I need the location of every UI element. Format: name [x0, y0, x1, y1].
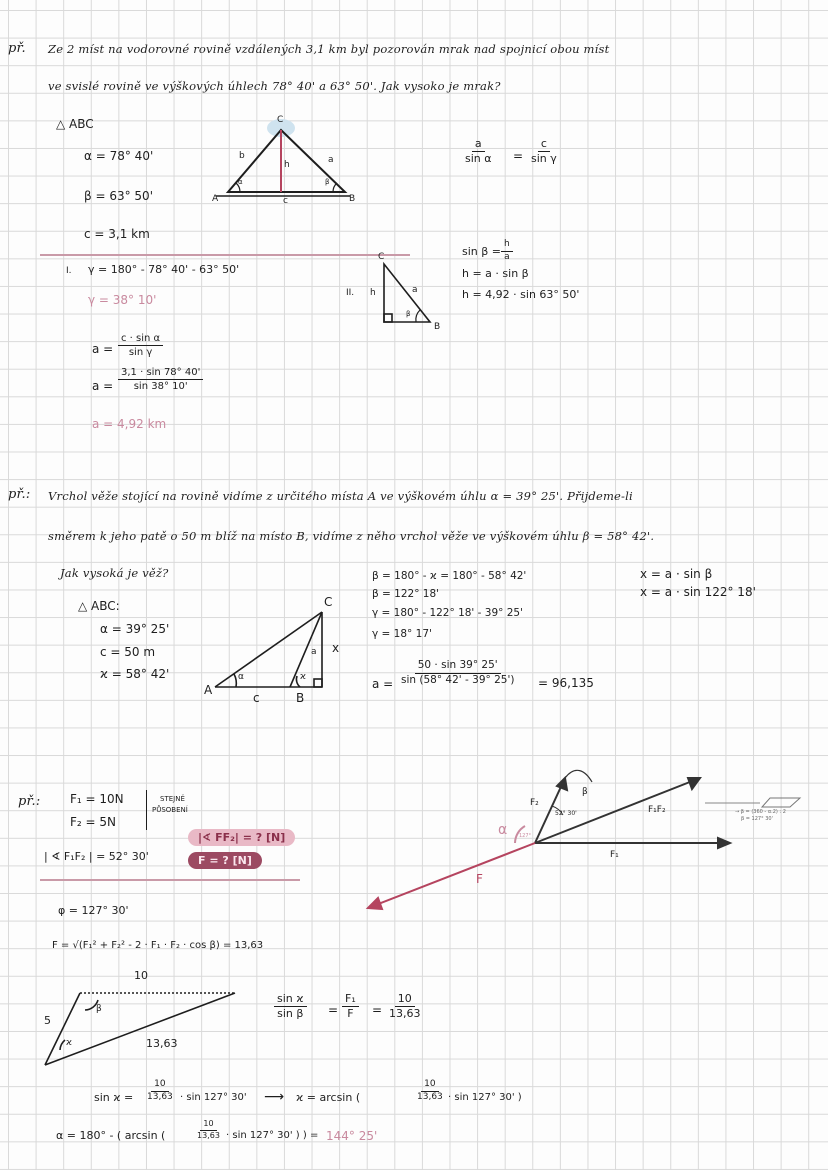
p3-tri-5: 5 [44, 1014, 51, 1027]
p2-a-lhs: a = [372, 677, 394, 691]
p1-t2-h: h [370, 288, 376, 298]
p2-vertex-b: B [296, 691, 305, 705]
p1-text-line2: ve svislé rovině ve výškových úhlech 78° 40' a 63° 50'. Jak vysoko je mrak? [48, 79, 501, 93]
p3-alpha-final-num: 10 [200, 1120, 216, 1131]
p3-sinx-arrow: ⟶ [264, 1089, 285, 1105]
p3-alpha-final-lhs: α = 180° - ( arcsin ( [56, 1129, 166, 1142]
p1-h-formula: h = a · sin β [462, 267, 529, 280]
p1-gamma-result [88, 294, 156, 308]
p1-sin-beta-frac [501, 240, 513, 263]
p1-sine-law-lhs [462, 138, 495, 165]
p3-tri-1363: 13,63 [146, 1037, 178, 1050]
p2-vertex-a: A [204, 683, 213, 697]
p1-sine-law-rhs [528, 138, 560, 165]
p3-vec-small: 127° [519, 833, 532, 839]
p3-angle: | ∢ F₁F₂ | = 52° 30' [44, 850, 149, 863]
p3-sinx-rest: · sin 127° 30' [180, 1092, 247, 1103]
p1-a-formula-lhs: a = [92, 342, 114, 356]
p3-vec-f1f2: F₁F₂ [648, 805, 666, 815]
p1-vertex-b: B [349, 194, 356, 204]
p1-vertex-a: A [212, 194, 219, 204]
p2-a-result: = 96,135 [538, 676, 594, 690]
p2-x-subst: x = a · sin 122° 18' [640, 585, 756, 599]
p1-a-formula-den: sin γ [128, 347, 153, 358]
p3-sinx-rfrac [414, 1080, 446, 1103]
p2-a-den: sin (58° 42' - 39° 25') [401, 673, 515, 686]
p3-sinx-lhs: sin ϰ = [94, 1091, 134, 1104]
p2-triangle-name: △ ABC: [78, 599, 120, 613]
p1-h-subst: h = 4,92 · sin 63° 50' [462, 288, 580, 301]
p3-tri-beta: β [96, 1004, 102, 1014]
p3-sinx-den: 13,63 [147, 1091, 173, 1102]
p1-sine-law-rhs-num: c [538, 138, 550, 152]
p3-triangle [45, 993, 235, 1065]
p1-sine-law-eq: = [513, 149, 524, 163]
p3-alpha-final-den: 13,63 [197, 1130, 220, 1140]
p2-angle-alpha: α [238, 672, 244, 682]
p3-f-formula: F = √(F₁² + F₂² - 2 · F₁ · F₂ · cos β) = 13,63 [52, 940, 264, 951]
p2-text-line1: Vrchol věže stojící na rovině vidíme z určitého místa A ve výškovém úhlu α = 39° 25'. Přijdeme-li [48, 489, 633, 503]
p3-note2: PŮSOBENÍ [152, 806, 188, 814]
p1-height-h: h [284, 160, 290, 170]
p3-tri-10: 10 [134, 969, 148, 982]
p3-sinx-frac [144, 1080, 176, 1103]
p1-gamma-result-text: γ = 38° 10' [88, 293, 157, 307]
p3-vec-beta: β [582, 787, 588, 797]
p3-alpha-final-result: 144° 25' [326, 1129, 378, 1143]
p3-sinx-num: 10 [151, 1080, 168, 1092]
p2-beta-result: β = 122° 18' [372, 588, 440, 600]
p3-ratio-eq1: = [328, 1003, 339, 1017]
p1-a-result: a = 4,92 km [92, 417, 167, 431]
p3-vec-angle: 52° 30' [555, 810, 577, 817]
p3-sinx-rhs: ϰ = arcsin ( [296, 1091, 361, 1104]
p3-vec-f1: F₁ [610, 850, 619, 860]
p1-sine-law-lhs-den: sin α [465, 152, 492, 166]
p1-side-b: b [239, 151, 245, 161]
p1-alpha: α = 78° 40' [84, 149, 154, 163]
p3-sinx-rrest: · sin 127° 30' ) [448, 1092, 522, 1103]
p2-gamma-calc: γ = 180° - 122° 18' - 39° 25' [372, 607, 523, 619]
p2-angle-x: ϰ [300, 672, 306, 682]
p1-a-subst-lhs: a = [92, 379, 114, 393]
p3-side-note2: β = 127° 30' [741, 816, 773, 822]
p2-text-line3: Jak vysoká je věž? [60, 566, 169, 580]
p1-side-a: a [328, 155, 334, 165]
p1-beta: β = 63° 50' [84, 189, 153, 203]
p1-sin-beta-lhs: sin β = [462, 245, 501, 258]
p1-sine-law-lhs-num: a [472, 138, 485, 152]
p2-a-frac [398, 660, 517, 686]
p1-sin-beta-den: a [504, 251, 510, 262]
p3-ratio-n3: 10 [395, 993, 415, 1007]
p3-unknown-force-pill: F = ? [N] [188, 852, 262, 869]
p3-ratio-n2: F₁ [342, 993, 359, 1007]
p3-side-note1: → β = (360 - α.2) : 2 [735, 809, 786, 815]
p1-triangle-name: △ ABC [56, 117, 94, 131]
p1-angle-alpha: α [238, 178, 243, 186]
p1-side-c: c [283, 196, 288, 206]
p3-f1: F₁ = 10N [70, 792, 124, 806]
p3-ratio-3 [386, 993, 424, 1020]
p1-step2: II. [346, 288, 355, 298]
p2-alpha: α = 39° 25' [100, 622, 170, 636]
p2-x-formula: x = a · sin β [640, 567, 713, 581]
p1-a-formula-frac [118, 333, 163, 358]
p1-t2-c: C [378, 252, 385, 262]
p3-vec-f: F [476, 872, 483, 886]
p1-text-line1: Ze 2 míst na vodorovné rovině vzdálených 3,1 km byl pozorován mrak nad spojnicí obou míst [48, 42, 610, 56]
p1-label: př. [8, 41, 26, 56]
p2-side-x: x [332, 641, 340, 655]
p1-sin-beta-num: h [501, 240, 513, 252]
p3-alpha-final-frac [194, 1120, 223, 1141]
p3-ratio-d2: F [347, 1007, 354, 1021]
p1-vertex-c: C [277, 115, 284, 125]
p1-angle-beta: β [325, 178, 330, 186]
p2-a-num: 50 · sin 39° 25' [415, 660, 501, 674]
p1-a-subst-num: 3,1 · sin 78° 40' [118, 367, 203, 380]
p3-ratio-2 [342, 993, 359, 1020]
p2-x-angle: ϰ = 58° 42' [100, 667, 170, 681]
p2-text-line2: směrem k jeho patě o 50 m blíž na místo B, vidíme z něho vrchol věže ve výškovém úhlu β = 58° 42'. [48, 529, 655, 543]
p3-sinx-rnum: 10 [421, 1080, 438, 1092]
p3-brace [146, 790, 147, 830]
p1-t2-beta: β [406, 310, 411, 318]
p1-a-subst-frac [118, 367, 203, 392]
p1-gamma-calc: γ = 180° - 78° 40' - 63° 50' [88, 263, 240, 276]
p3-phi: φ = 127° 30' [58, 904, 129, 917]
p1-c: c = 3,1 km [84, 227, 150, 241]
p3-alpha-final-rest: · sin 127° 30' ) ) = [226, 1130, 319, 1141]
p2-vertex-c: C [324, 595, 333, 609]
p3-tri-x: ϰ [66, 1038, 72, 1048]
p1-a-subst-den: sin 38° 10' [133, 381, 188, 392]
p3-label: př.: [18, 794, 41, 809]
p1-sine-law-rhs-den: sin γ [531, 152, 557, 166]
p2-beta-calc: β = 180° - ϰ = 180° - 58° 42' [372, 570, 527, 582]
p3-ratio-1 [274, 993, 307, 1020]
p2-side-c: c [253, 691, 260, 705]
p3-ratio-eq2: = [372, 1003, 383, 1017]
p3-vec-f2: F₂ [530, 798, 539, 808]
p3-unknown-angle-pill: |∢ FF₂| = ? [N] [188, 829, 295, 846]
p3-sinx-rden: 13,63 [417, 1091, 443, 1102]
p3-ratio-d1: sin β [277, 1007, 304, 1021]
p3-ratio-n1: sin ϰ [274, 993, 307, 1007]
p3-vec-alpha: α [498, 822, 508, 838]
p1-t2-b: B [434, 322, 441, 332]
p3-note1: STEJNĚ [160, 795, 185, 803]
p2-gamma-result: γ = 18° 17' [372, 628, 432, 640]
p2-c: c = 50 m [100, 645, 156, 659]
p1-t2-a: a [412, 285, 418, 295]
p2-side-a: a [311, 647, 317, 657]
p1-a-formula-num: c · sin α [118, 333, 163, 346]
p1-step1: I. [66, 266, 72, 276]
p3-f2: F₂ = 5N [70, 815, 117, 829]
p3-ratio-d3: 13,63 [389, 1007, 421, 1021]
p2-label: př.: [8, 487, 31, 502]
